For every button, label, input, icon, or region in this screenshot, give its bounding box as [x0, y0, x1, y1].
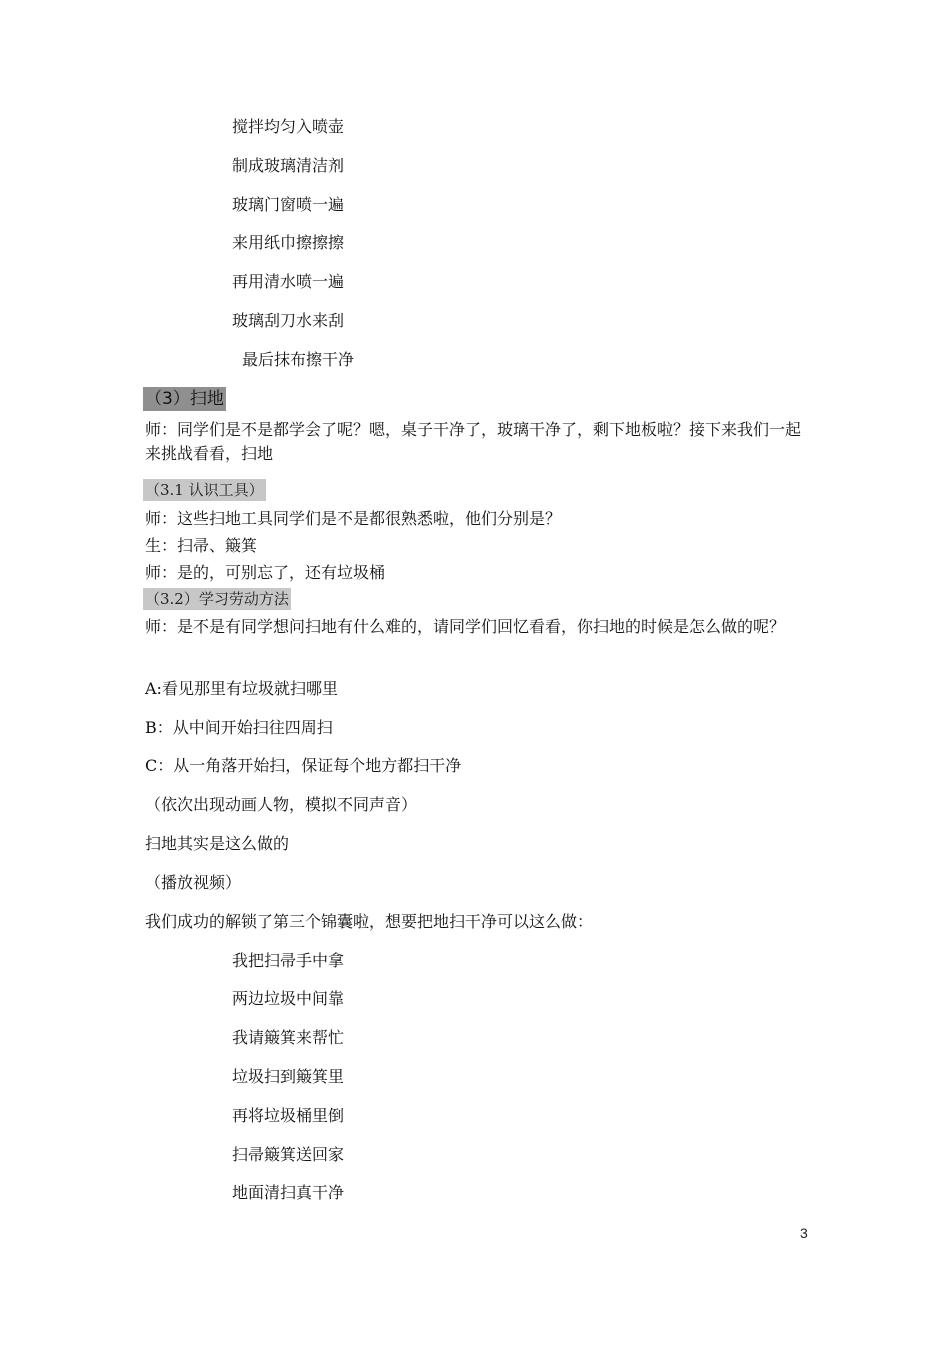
answer-line: B：从中间开始扫往四周扫: [145, 718, 333, 737]
poem-line: 两边垃圾中间靠: [232, 989, 345, 1008]
poem-line: 再用清水喷一遍: [232, 272, 345, 291]
poem-line: 玻璃刮刀水来刮: [232, 311, 345, 330]
poem-line: 地面清扫真干净: [232, 1183, 345, 1202]
dialogue-line: 生：扫帚、簸箕: [145, 536, 258, 555]
dialogue-line: 师：这些扫地工具同学们是不是都很熟悉啦，他们分别是？: [145, 509, 562, 528]
poem-line: 搅拌均匀入喷壶: [232, 117, 345, 136]
section-heading-3: （3）扫地: [145, 389, 224, 409]
poem-line: 扫帚簸箕送回家: [232, 1145, 345, 1164]
page-number: 3: [800, 1225, 808, 1241]
poem-line: 制成玻璃清洁剂: [232, 156, 345, 175]
poem-line: 垃圾扫到簸箕里: [232, 1067, 345, 1086]
body-line: 我们成功的解锁了第三个锦囊啦，想要把地扫干净可以这么做：: [145, 912, 594, 931]
stage-note: （依次出现动画人物，模拟不同声音）: [145, 795, 418, 814]
poem-line: 最后抹布擦干净: [242, 350, 355, 369]
answer-line: C：从一角落开始扫，保证每个地方都扫干净: [145, 756, 462, 775]
body-line: 扫地其实是这么做的: [145, 834, 290, 853]
poem-line: 我请簸箕来帮忙: [232, 1028, 345, 1047]
section-heading-3-2: （3.2）学习劳动方法: [145, 590, 289, 608]
section-heading-3-1: （3.1 认识工具）: [145, 481, 264, 499]
section-3-2-question: 师：是不是有同学想问扫地有什么难的，请同学们回忆看看，你扫地的时候是怎么做的呢？: [145, 617, 786, 636]
poem-line: 玻璃门窗喷一遍: [232, 195, 345, 214]
poem-line: 我把扫帚手中拿: [232, 951, 345, 970]
dialogue-line: 师：是的，可别忘了，还有垃圾桶: [145, 563, 386, 582]
stage-note: （播放视频）: [145, 873, 242, 892]
section-3-intro: 师：同学们是不是都学会了呢？嗯，桌子干净了，玻璃干净了，剩下地板啦？接下来我们一起来挑战看看，扫地: [145, 420, 802, 463]
poem-line: 来用纸巾擦擦擦: [232, 233, 345, 252]
poem-line: 再将垃圾桶里倒: [232, 1106, 345, 1125]
answer-line: A:看见那里有垃圾就扫哪里: [145, 679, 338, 698]
